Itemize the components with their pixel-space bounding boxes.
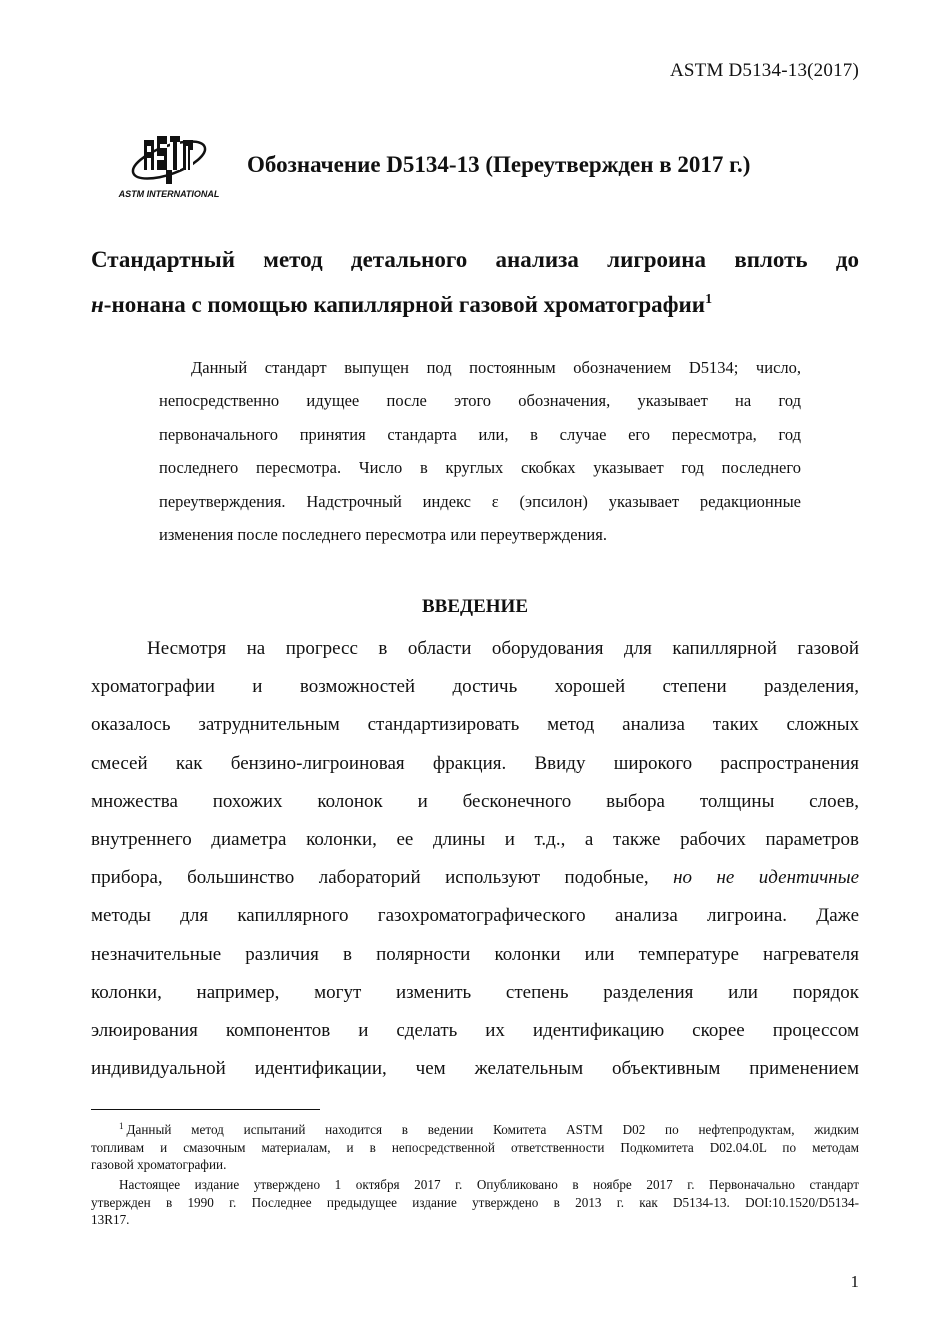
footnote-mark: 1: [119, 1121, 124, 1131]
body-line: смесей как бензино-лигроиновая фракция. Ввиду широкого распространения: [91, 752, 859, 774]
preface-line: последнего пересмотра. Число в круглых скобках указывает год последнего: [159, 458, 801, 478]
preface-line: изменения после последнего пересмотра или переутверждения.: [159, 525, 607, 545]
preface-line: непосредственно идущее после этого обозначения, указывает на год: [159, 391, 801, 411]
footnote-line: [91, 1118, 859, 1139]
footnote-line: Настоящее издание утверждено 1 октября 2017 г. Опубликовано в ноябре 2017 г. Первоначально стандарт: [119, 1177, 859, 1192]
introduction-body: [91, 630, 859, 1088]
title-italic-n: н: [91, 292, 104, 317]
body-line: индивидуальной идентификации, чем желательным объективным применением: [91, 1058, 859, 1080]
body-line: колонки, например, могут изменить степень разделения или порядок: [91, 981, 859, 1003]
document-id: ASTM D5134-13(2017): [669, 60, 859, 81]
footnote-line-text: Данный метод испытаний находится в ведении Комитета ASTM D02 по нефтепродуктам, жидким: [126, 1122, 859, 1137]
astm-logo: [118, 130, 220, 208]
body-line: внутреннего диаметра колонки, ее длины и т.д., а также рабочих параметров: [91, 829, 859, 851]
footnote-line: топливам и смазочным материалам, и в непосредственной ответственности Подкомитета D02.04.0L по методам: [91, 1139, 859, 1155]
body-line-text: прибора, большинство лабораторий используют подобные,: [91, 867, 649, 889]
title-footnote-mark: 1: [705, 292, 713, 307]
introduction-heading: ВВЕДЕНИЕ: [422, 596, 528, 617]
body-line: Несмотря на прогресс в области оборудования для капиллярной газовой: [147, 638, 859, 659]
preface-line: переутверждения. Надстрочный индекс ε (эпсилон) указывает редакционные: [159, 491, 801, 511]
title-line-1: Стандартный метод детального анализа лигроина вплоть до: [91, 247, 859, 272]
body-line: множества похожих колонок и бесконечного выбора толщины слоев,: [91, 790, 859, 812]
body-italic-phrase: но не идентичные: [673, 867, 860, 889]
title-line-2-text: -нонана с помощью капиллярной газовой хроматографии: [103, 292, 706, 317]
page-number: 1: [850, 1272, 859, 1291]
preface-note: [159, 351, 801, 551]
title-line-2: [91, 283, 859, 322]
astm-logo-icon: [118, 130, 220, 208]
footnote-line: утвержден в 1990 г. Последнее предыдущее издание утверждено в 2013 г. как D5134-13. DOI:10.1520/D5134-: [91, 1194, 859, 1210]
footnote-line: 13R17.: [91, 1212, 130, 1227]
body-line: незначительные различия в полярности колонки или температуре нагревателя: [91, 943, 859, 965]
body-line: элюирования компонентов и сделать их идентификацию скорее процессом: [91, 1020, 859, 1042]
logo-text: ASTM INTERNATIONAL: [118, 189, 220, 199]
footnote-divider: [91, 1109, 320, 1110]
preface-line: Данный стандарт выпущен под постоянным обозначением D5134; число,: [191, 358, 801, 377]
footnote-2: [91, 1176, 859, 1229]
footnote-1: [91, 1118, 859, 1174]
preface-line: первоначального принятия стандарта или, в случае его пересмотра, год: [159, 424, 801, 444]
designation-heading: Обозначение D5134-13 (Переутвержден в 2017 г.): [247, 152, 751, 177]
body-line: методы для капиллярного газохроматографического анализа лигроина. Даже: [91, 905, 859, 927]
body-line: хроматографии и возможностей достичь хорошей степени разделения,: [91, 676, 859, 698]
body-line: оказалось затруднительным стандартизировать метод анализа таких сложных: [91, 714, 859, 736]
body-line: [91, 859, 859, 897]
footnote-line: газовой хроматографии.: [91, 1157, 227, 1172]
